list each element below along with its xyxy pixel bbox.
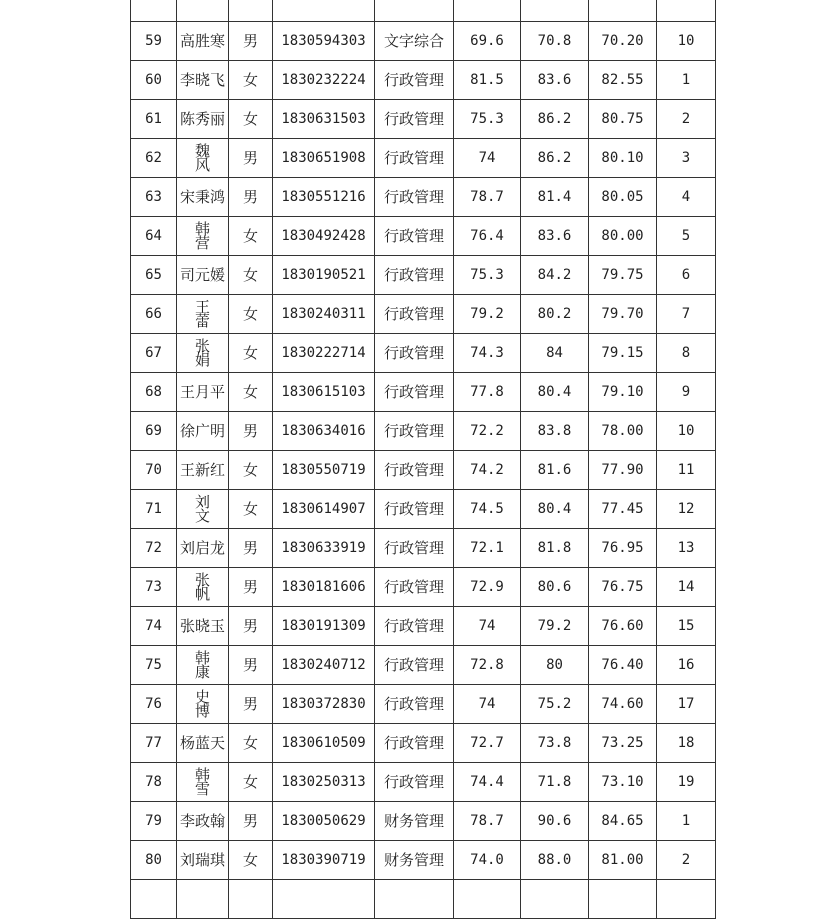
exam-id-cell: 1830551216: [273, 178, 375, 217]
empty-cell: [273, 880, 375, 919]
candidate-name-cell: [177, 490, 229, 529]
total-score-cell: 81.00: [589, 841, 657, 880]
candidate-name-text: 张娟: [194, 337, 210, 369]
total-score-cell: 77.45: [589, 490, 657, 529]
written-score-cell: 72.9: [454, 568, 521, 607]
written-score-cell: 77.8: [454, 373, 521, 412]
exam-id-cell: 1830191309: [273, 607, 375, 646]
table-row: [131, 607, 716, 646]
post-name-cell: 行政管理: [375, 763, 454, 802]
interview-score-cell: 88.0: [521, 841, 589, 880]
interview-score-cell: 80.4: [521, 490, 589, 529]
rank-cell: 12: [657, 490, 716, 529]
table-row: [131, 880, 716, 919]
candidate-name-text: 韩雪: [194, 766, 210, 798]
gender-cell: 男: [229, 22, 273, 61]
table-row: [131, 295, 716, 334]
total-score-cell: 73.10: [589, 763, 657, 802]
table-row: [131, 646, 716, 685]
exam-id-cell: 1830610509: [273, 724, 375, 763]
row-number-cell: 65: [131, 256, 177, 295]
exam-id-cell: 1830631503: [273, 100, 375, 139]
rank-cell: 3: [657, 139, 716, 178]
written-score-cell: 74.0: [454, 841, 521, 880]
candidate-name-cell: 杨蓝天: [177, 724, 229, 763]
rank-cell: 1: [657, 61, 716, 100]
interview-score-cell: 83.6: [521, 61, 589, 100]
interview-score-cell: 80.6: [521, 568, 589, 607]
exam-id-cell: 1830492428: [273, 217, 375, 256]
post-name-cell: 行政管理: [375, 217, 454, 256]
row-number-cell: 80: [131, 841, 177, 880]
rank-cell: 17: [657, 685, 716, 724]
row-number-cell: 60: [131, 61, 177, 100]
candidate-name-text: 王蕾: [194, 298, 210, 330]
rank-cell: 19: [657, 763, 716, 802]
exam-id-cell: 1830050629: [273, 802, 375, 841]
candidate-name-text: 魏风: [194, 142, 210, 174]
gender-cell: 男: [229, 646, 273, 685]
table-row: [131, 100, 716, 139]
post-name-cell: 行政管理: [375, 724, 454, 763]
row-number-cell: 63: [131, 178, 177, 217]
empty-cell: [454, 880, 521, 919]
row-number-cell: 77: [131, 724, 177, 763]
table-row: [131, 685, 716, 724]
interview-score-cell: 73.8: [521, 724, 589, 763]
interview-score-cell: 80: [521, 646, 589, 685]
post-name-cell: 行政管理: [375, 529, 454, 568]
written-score-cell: 74.4: [454, 763, 521, 802]
total-score-cell: 80.00: [589, 217, 657, 256]
exam-id-cell: 1830390719: [273, 841, 375, 880]
gender-cell: 女: [229, 295, 273, 334]
total-score-cell: 80.10: [589, 139, 657, 178]
gender-cell: 女: [229, 724, 273, 763]
gender-cell: 女: [229, 256, 273, 295]
gender-cell: 女: [229, 841, 273, 880]
candidate-name-cell: 刘启龙: [177, 529, 229, 568]
table-row: [131, 841, 716, 880]
total-score-cell: 80.75: [589, 100, 657, 139]
interview-score-cell: 84.2: [521, 256, 589, 295]
total-score-cell: 70.20: [589, 22, 657, 61]
empty-cell: [375, 880, 454, 919]
post-name-cell: 行政管理: [375, 178, 454, 217]
empty-cell: [521, 880, 589, 919]
exam-id-cell: 1830550719: [273, 451, 375, 490]
post-name-cell: 行政管理: [375, 607, 454, 646]
candidate-name-cell: [177, 646, 229, 685]
candidate-name-cell: [177, 685, 229, 724]
interview-score-cell: 71.8: [521, 763, 589, 802]
exam-id-cell: 1830190521: [273, 256, 375, 295]
row-number-cell: 62: [131, 139, 177, 178]
gender-cell: 女: [229, 490, 273, 529]
gender-cell: 女: [229, 100, 273, 139]
post-name-cell: 行政管理: [375, 61, 454, 100]
post-name-cell: 行政管理: [375, 451, 454, 490]
candidate-name-text: 刘文: [194, 493, 210, 525]
empty-cell: [177, 880, 229, 919]
table-row: [131, 139, 716, 178]
exam-id-cell: 1830651908: [273, 139, 375, 178]
written-score-cell: 76.4: [454, 217, 521, 256]
post-name-cell: 行政管理: [375, 100, 454, 139]
table-row: [131, 178, 716, 217]
written-score-cell: 72.8: [454, 646, 521, 685]
candidate-name-cell: 李晓飞: [177, 61, 229, 100]
post-name-cell: 行政管理: [375, 646, 454, 685]
gender-cell: 男: [229, 178, 273, 217]
total-score-cell: 76.95: [589, 529, 657, 568]
row-number-cell: 79: [131, 802, 177, 841]
exam-id-cell: 1830633919: [273, 529, 375, 568]
table-row: [131, 802, 716, 841]
rank-cell: 10: [657, 22, 716, 61]
written-score-cell: 74.5: [454, 490, 521, 529]
exam-id-cell: 1830181606: [273, 568, 375, 607]
interview-score-cell: 81.6: [521, 451, 589, 490]
table-row: [131, 568, 716, 607]
empty-cell: [589, 880, 657, 919]
empty-cell: [229, 880, 273, 919]
rank-cell: 15: [657, 607, 716, 646]
table-body: [131, 0, 716, 919]
rank-cell: 16: [657, 646, 716, 685]
table-row: [131, 256, 716, 295]
row-number-cell: 72: [131, 529, 177, 568]
written-score-cell: 75.3: [454, 256, 521, 295]
written-score-cell: 72.2: [454, 412, 521, 451]
post-name-cell: 文字综合: [375, 22, 454, 61]
candidate-name-cell: [177, 763, 229, 802]
written-score-cell: 72.7: [454, 724, 521, 763]
candidate-name-cell: 司元媛: [177, 256, 229, 295]
written-score-cell: 69.6: [454, 22, 521, 61]
interview-score-cell: 81.8: [521, 529, 589, 568]
table-row: [131, 22, 716, 61]
gender-cell: 男: [229, 802, 273, 841]
gender-cell: 女: [229, 61, 273, 100]
row-number-cell: 68: [131, 373, 177, 412]
row-number-cell: 74: [131, 607, 177, 646]
written-score-cell: 74: [454, 607, 521, 646]
candidate-name-cell: 宋秉鸿: [177, 178, 229, 217]
interview-score-cell: 86.2: [521, 139, 589, 178]
interview-score-cell: 83.6: [521, 217, 589, 256]
rank-cell: 6: [657, 256, 716, 295]
candidate-name-cell: 高胜寒: [177, 22, 229, 61]
total-score-cell: 73.25: [589, 724, 657, 763]
exam-id-cell: 1830614907: [273, 490, 375, 529]
total-score-cell: 79.10: [589, 373, 657, 412]
gender-cell: 女: [229, 334, 273, 373]
written-score-cell: 74.2: [454, 451, 521, 490]
exam-id-cell: 1830240311: [273, 295, 375, 334]
total-score-cell: 80.05: [589, 178, 657, 217]
candidate-name-cell: 陈秀丽: [177, 100, 229, 139]
candidate-name-cell: 王新红: [177, 451, 229, 490]
rank-cell: 5: [657, 217, 716, 256]
exam-id-cell: 1830594303: [273, 22, 375, 61]
rank-cell: 1: [657, 802, 716, 841]
post-name-cell: 行政管理: [375, 490, 454, 529]
rank-cell: 7: [657, 295, 716, 334]
candidate-name-cell: 张晓玉: [177, 607, 229, 646]
gender-cell: 女: [229, 763, 273, 802]
gender-cell: 女: [229, 217, 273, 256]
total-score-cell: 84.65: [589, 802, 657, 841]
candidate-name-cell: 徐广明: [177, 412, 229, 451]
total-score-cell: 77.90: [589, 451, 657, 490]
interview-score-cell: 80.4: [521, 373, 589, 412]
interview-score-cell: 84: [521, 334, 589, 373]
row-number-cell: 75: [131, 646, 177, 685]
rank-cell: 4: [657, 178, 716, 217]
candidate-name-cell: [177, 568, 229, 607]
candidate-name-cell: [177, 334, 229, 373]
candidate-name-cell: 李政翰: [177, 802, 229, 841]
rank-cell: 14: [657, 568, 716, 607]
gender-cell: 男: [229, 568, 273, 607]
table-row: [131, 373, 716, 412]
exam-id-cell: 1830615103: [273, 373, 375, 412]
table-row: [131, 412, 716, 451]
written-score-cell: 75.3: [454, 100, 521, 139]
gender-cell: 女: [229, 451, 273, 490]
candidate-name-cell: 刘瑞琪: [177, 841, 229, 880]
post-name-cell: 行政管理: [375, 685, 454, 724]
exam-id-cell: 1830372830: [273, 685, 375, 724]
row-number-cell: 59: [131, 22, 177, 61]
exam-id-cell: 1830250313: [273, 763, 375, 802]
candidate-name-text: 史博: [194, 688, 210, 720]
gender-cell: 男: [229, 139, 273, 178]
table-row: [131, 529, 716, 568]
interview-score-cell: 90.6: [521, 802, 589, 841]
rank-cell: 2: [657, 841, 716, 880]
candidate-name-cell: [177, 295, 229, 334]
gender-cell: 男: [229, 607, 273, 646]
table-row: [131, 217, 716, 256]
exam-id-cell: 1830634016: [273, 412, 375, 451]
gender-cell: 男: [229, 412, 273, 451]
row-number-cell: 70: [131, 451, 177, 490]
total-score-cell: 76.60: [589, 607, 657, 646]
total-score-cell: 76.40: [589, 646, 657, 685]
table-row: [131, 334, 716, 373]
total-score-cell: 78.00: [589, 412, 657, 451]
interview-score-cell: 79.2: [521, 607, 589, 646]
rank-cell: 9: [657, 373, 716, 412]
candidate-name-cell: 王月平: [177, 373, 229, 412]
row-number-cell: 64: [131, 217, 177, 256]
empty-cell: [131, 880, 177, 919]
interview-score-cell: 75.2: [521, 685, 589, 724]
post-name-cell: 行政管理: [375, 256, 454, 295]
written-score-cell: 74.3: [454, 334, 521, 373]
gender-cell: 女: [229, 373, 273, 412]
rank-cell: 2: [657, 100, 716, 139]
empty-cell: [657, 880, 716, 919]
row-number-cell: 69: [131, 412, 177, 451]
rank-cell: 13: [657, 529, 716, 568]
written-score-cell: 79.2: [454, 295, 521, 334]
row-number-cell: 66: [131, 295, 177, 334]
post-name-cell: 行政管理: [375, 373, 454, 412]
post-name-cell: 行政管理: [375, 334, 454, 373]
candidate-name-text: 张帆: [194, 571, 210, 603]
post-name-cell: 行政管理: [375, 295, 454, 334]
written-score-cell: 81.5: [454, 61, 521, 100]
written-score-cell: 72.1: [454, 529, 521, 568]
row-number-cell: 78: [131, 763, 177, 802]
row-number-cell: 71: [131, 490, 177, 529]
written-score-cell: 78.7: [454, 178, 521, 217]
interview-score-cell: 80.2: [521, 295, 589, 334]
total-score-cell: 79.70: [589, 295, 657, 334]
interview-score-cell: 81.4: [521, 178, 589, 217]
score-table: [130, 0, 716, 919]
candidate-name-text: 韩康: [194, 649, 210, 681]
table-row: [131, 763, 716, 802]
rank-cell: 8: [657, 334, 716, 373]
candidate-name-cell: [177, 217, 229, 256]
total-score-cell: 82.55: [589, 61, 657, 100]
written-score-cell: 74: [454, 139, 521, 178]
table-row: [131, 724, 716, 763]
table-row: [131, 490, 716, 529]
total-score-cell: 74.60: [589, 685, 657, 724]
gender-cell: 男: [229, 529, 273, 568]
post-name-cell: 行政管理: [375, 139, 454, 178]
exam-id-cell: 1830222714: [273, 334, 375, 373]
exam-id-cell: 1830232224: [273, 61, 375, 100]
rank-cell: 18: [657, 724, 716, 763]
table-row: [131, 61, 716, 100]
rank-cell: 10: [657, 412, 716, 451]
table-row: [131, 451, 716, 490]
row-number-cell: 73: [131, 568, 177, 607]
total-score-cell: 79.75: [589, 256, 657, 295]
written-score-cell: 78.7: [454, 802, 521, 841]
interview-score-cell: 70.8: [521, 22, 589, 61]
row-number-cell: 67: [131, 334, 177, 373]
row-number-cell: 61: [131, 100, 177, 139]
post-name-cell: 行政管理: [375, 568, 454, 607]
candidate-name-cell: [177, 139, 229, 178]
post-name-cell: 财务管理: [375, 802, 454, 841]
post-name-cell: 行政管理: [375, 412, 454, 451]
total-score-cell: 79.15: [589, 334, 657, 373]
row-number-cell: 76: [131, 685, 177, 724]
post-name-cell: 财务管理: [375, 841, 454, 880]
candidate-name-text: 韩营: [194, 220, 210, 252]
table-row: [131, 0, 716, 22]
gender-cell: 男: [229, 685, 273, 724]
exam-id-cell: 1830240712: [273, 646, 375, 685]
interview-score-cell: 86.2: [521, 100, 589, 139]
total-score-cell: 76.75: [589, 568, 657, 607]
written-score-cell: 74: [454, 685, 521, 724]
rank-cell: 11: [657, 451, 716, 490]
interview-score-cell: 83.8: [521, 412, 589, 451]
